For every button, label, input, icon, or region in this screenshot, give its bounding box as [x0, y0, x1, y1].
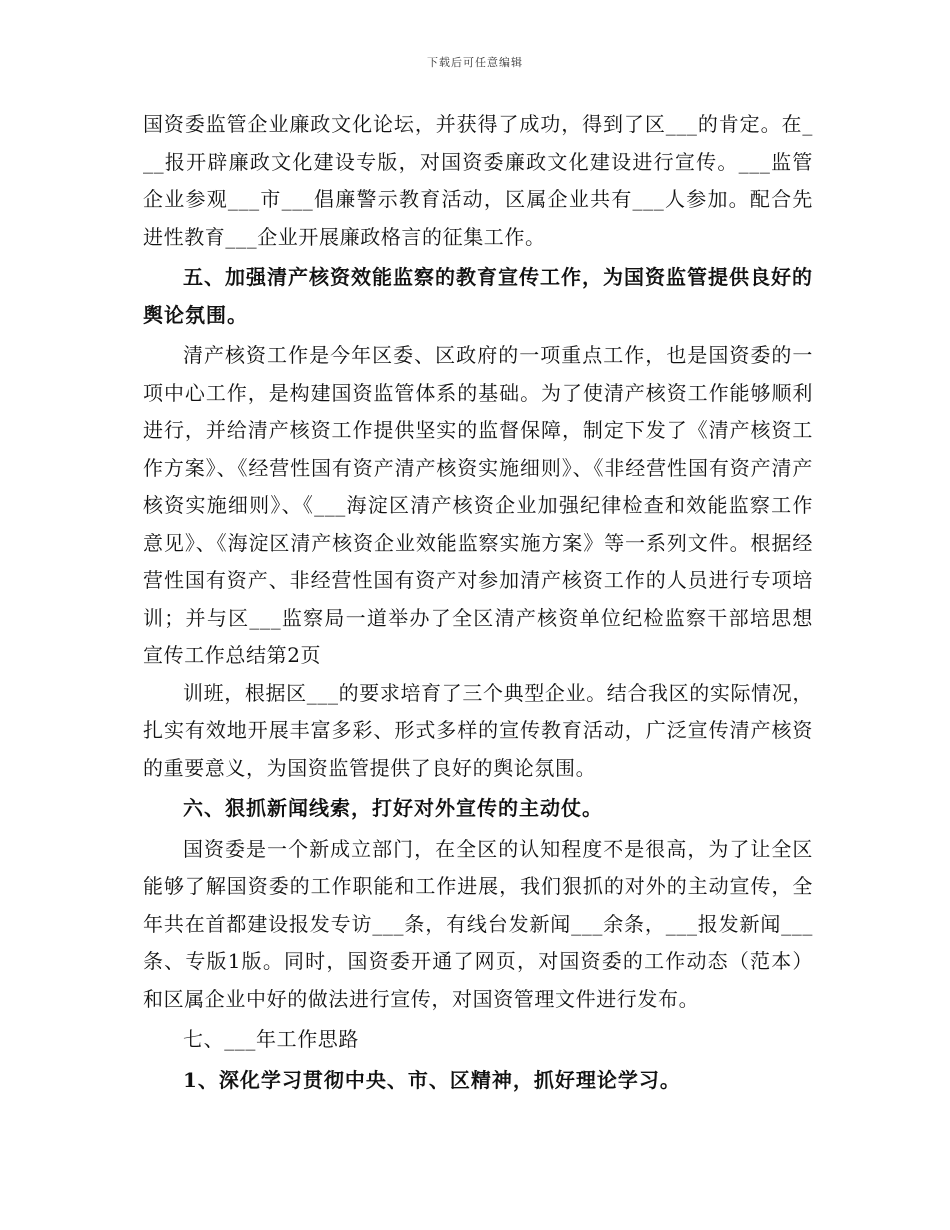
subsection-heading-7-1: 1、深化学习贯彻中央、市、区精神，抓好理论学习。: [183, 1067, 681, 1092]
document-body: [143, 106, 813, 1102]
section-heading-5: 五、加强清产核资效能监察的教育宣传工作，为国资监管提供良好的舆论氛围。: [143, 265, 813, 327]
paragraph-external-publicity: 国资委是一个新成立部门，在全区的认知程度不是很高，为了让全区能够了解国资委的工作职能和工作进展，我们狠抓的对外的主动宣传，全年共在首都建设报发专访___条，有线台发新闻___余条，___报发新闻___条、专版1版。同时，国资委开通了网页，对国资委的工作动态（范本）和区属企业中好的做法进行宣传，对国资管理文件进行发布。: [143, 836, 813, 1011]
paragraph-cleanup-verification: 清产核资工作是今年区委、区政府的一项重点工作，也是国资委的一项中心工作，是构建国资监管体系的基础。为了使清产核资工作能够顺利进行，并给清产核资工作提供坚实的监督保障，制定下发了《清产核资工作方案》、《经营性国有资产清产核资实施细则》、《非经营性国有资产清产核资实施细则》、《___海淀区清产核资企业加强纪律检查和效能监察工作意见》、《海淀区清产核资企业效能监察实施方案》等一系列文件。根据经营性国有资产、非经营性国有资产对参加清产核资工作的人员进行专项培训；并与区___监察局一道举办了全区清产核资单位纪检监察干部培思想宣传工作总结第2页: [143, 343, 813, 667]
paragraph-continuation: 国资委监管企业廉政文化论坛，并获得了成功，得到了区___的肯定。在___报开辟廉政文化建设专版，对国资委廉政文化建设进行宣传。___监管企业参观___市___倡廉警示教育活动，区属企业共有___人参加。配合先进性教育___企业开展廉政格言的征集工作。: [143, 112, 813, 249]
paragraph-training-results: 训班，根据区___的要求培育了三个典型企业。结合我区的实际情况，扎实有效地开展丰富多彩、形式多样的宣传教育活动，广泛宣传清产核资的重要意义，为国资监管提供了良好的舆论氛围。: [143, 680, 813, 780]
section-heading-6: 六、狠抓新闻线索，打好对外宣传的主动仗。: [183, 796, 603, 820]
section-heading-7: 七、___年工作思路: [183, 1027, 359, 1051]
page-header: 下载后可任意编辑: [427, 56, 523, 69]
